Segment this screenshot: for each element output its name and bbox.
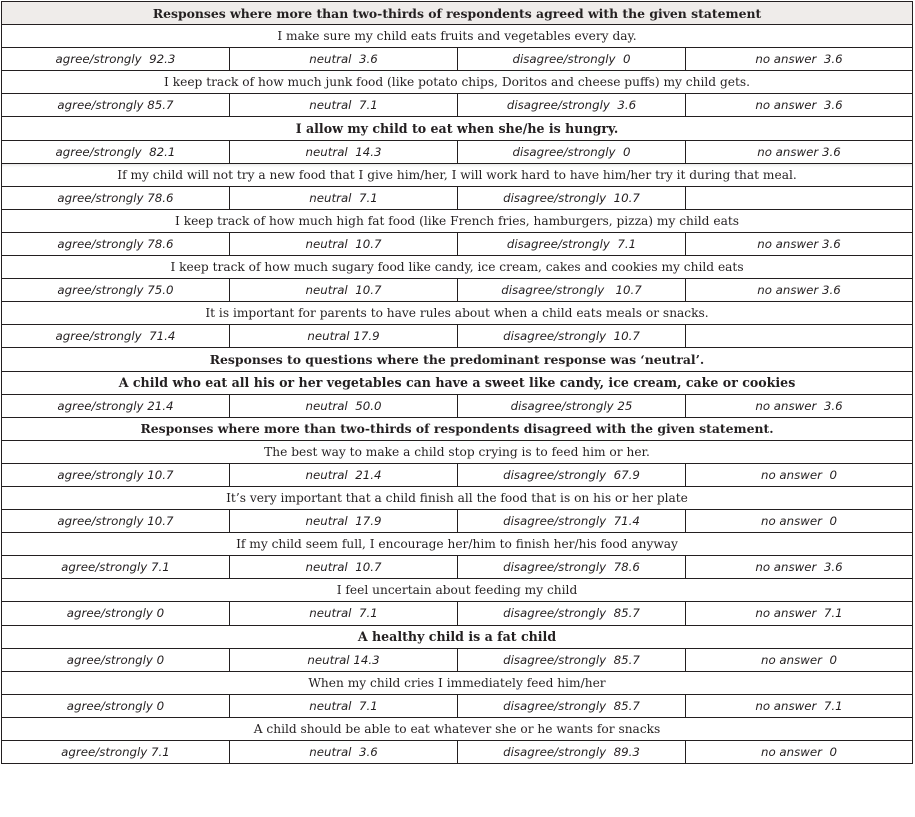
statement-row bbox=[2, 371, 913, 394]
response-values-row bbox=[2, 279, 913, 302]
neutral-value-cell: neutral 10.7 bbox=[230, 279, 458, 302]
disagree-value-cell: disagree/strongly 10.7 bbox=[458, 186, 686, 209]
statement-row bbox=[2, 671, 913, 694]
statement-row bbox=[2, 256, 913, 279]
statement-row bbox=[2, 717, 913, 740]
disagree-value-cell: disagree/strongly 0 bbox=[458, 140, 686, 163]
response-values-row bbox=[2, 648, 913, 671]
agree-value-cell: agree/strongly 7.1 bbox=[2, 741, 230, 764]
neutral-value-cell: neutral 7.1 bbox=[230, 186, 458, 209]
disagree-value-cell: disagree/strongly 0 bbox=[458, 48, 686, 71]
response-values-row bbox=[2, 325, 913, 348]
no-answer-value-cell: no answer 3.6 bbox=[686, 48, 913, 71]
agree-value-cell: agree/strongly 78.6 bbox=[2, 232, 230, 255]
agree-value-cell: agree/strongly 92.3 bbox=[2, 48, 230, 71]
table-body bbox=[2, 2, 913, 764]
statement-row bbox=[2, 625, 913, 648]
section-header: Responses where more than two-thirds of respondents disagreed with the given statement. bbox=[2, 417, 913, 440]
section-header-row bbox=[2, 2, 913, 25]
no-answer-value-cell: no answer 3.6 bbox=[686, 232, 913, 255]
survey-responses-table bbox=[1, 1, 913, 764]
statement-text: I keep track of how much junk food (like potato chips, Doritos and cheese puffs) my child gets. bbox=[2, 71, 913, 94]
disagree-value-cell: disagree/strongly 3.6 bbox=[458, 94, 686, 117]
no-answer-value-cell: no answer 0 bbox=[686, 741, 913, 764]
response-values-row bbox=[2, 48, 913, 71]
disagree-value-cell: disagree/strongly 85.7 bbox=[458, 648, 686, 671]
no-answer-value-cell: no answer 0 bbox=[686, 463, 913, 486]
disagree-value-cell: disagree/strongly 67.9 bbox=[458, 463, 686, 486]
agree-value-cell: agree/strongly 85.7 bbox=[2, 94, 230, 117]
disagree-value-cell: disagree/strongly 78.6 bbox=[458, 556, 686, 579]
section-header-row bbox=[2, 348, 913, 371]
statement-text: When my child cries I immediately feed him/her bbox=[2, 671, 913, 694]
neutral-value-cell: neutral 3.6 bbox=[230, 741, 458, 764]
neutral-value-cell: neutral 17.9 bbox=[230, 510, 458, 533]
response-values-row bbox=[2, 741, 913, 764]
section-header: Responses to questions where the predominant response was ‘neutral’. bbox=[2, 348, 913, 371]
response-values-row bbox=[2, 94, 913, 117]
statement-text: If my child seem full, I encourage her/him to finish her/his food anyway bbox=[2, 533, 913, 556]
no-answer-value-cell: no answer 0 bbox=[686, 510, 913, 533]
statement-text: I keep track of how much sugary food like candy, ice cream, cakes and cookies my child eats bbox=[2, 256, 913, 279]
section-header: Responses where more than two-thirds of respondents agreed with the given statement bbox=[2, 2, 913, 25]
agree-value-cell: agree/strongly 71.4 bbox=[2, 325, 230, 348]
disagree-value-cell: disagree/strongly 85.7 bbox=[458, 602, 686, 625]
response-values-row bbox=[2, 186, 913, 209]
agree-value-cell: agree/strongly 0 bbox=[2, 602, 230, 625]
response-values-row bbox=[2, 556, 913, 579]
disagree-value-cell: disagree/strongly 7.1 bbox=[458, 232, 686, 255]
agree-value-cell: agree/strongly 10.7 bbox=[2, 463, 230, 486]
no-answer-value-cell: no answer 7.1 bbox=[686, 694, 913, 717]
neutral-value-cell: neutral 10.7 bbox=[230, 556, 458, 579]
disagree-value-cell: disagree/strongly 10.7 bbox=[458, 279, 686, 302]
statement-text: A healthy child is a fat child bbox=[2, 625, 913, 648]
neutral-value-cell: neutral 10.7 bbox=[230, 232, 458, 255]
neutral-value-cell: neutral 17.9 bbox=[230, 325, 458, 348]
no-answer-value-cell: no answer 3.6 bbox=[686, 94, 913, 117]
neutral-value-cell: neutral 7.1 bbox=[230, 694, 458, 717]
disagree-value-cell: disagree/strongly 85.7 bbox=[458, 694, 686, 717]
response-values-row bbox=[2, 602, 913, 625]
neutral-value-cell: neutral 7.1 bbox=[230, 602, 458, 625]
statement-row bbox=[2, 163, 913, 186]
neutral-value-cell: neutral 7.1 bbox=[230, 94, 458, 117]
neutral-value-cell: neutral 14.3 bbox=[230, 648, 458, 671]
response-values-row bbox=[2, 232, 913, 255]
response-values-row bbox=[2, 140, 913, 163]
neutral-value-cell: neutral 14.3 bbox=[230, 140, 458, 163]
no-answer-value-cell: no answer 0 bbox=[686, 648, 913, 671]
agree-value-cell: agree/strongly 82.1 bbox=[2, 140, 230, 163]
statement-row bbox=[2, 533, 913, 556]
section-header-row bbox=[2, 417, 913, 440]
response-values-row bbox=[2, 694, 913, 717]
response-values-row bbox=[2, 463, 913, 486]
agree-value-cell: agree/strongly 21.4 bbox=[2, 394, 230, 417]
disagree-value-cell: disagree/strongly 71.4 bbox=[458, 510, 686, 533]
disagree-value-cell: disagree/strongly 89.3 bbox=[458, 741, 686, 764]
statement-text: The best way to make a child stop crying is to feed him or her. bbox=[2, 440, 913, 463]
agree-value-cell: agree/strongly 10.7 bbox=[2, 510, 230, 533]
response-values-row bbox=[2, 510, 913, 533]
statement-row bbox=[2, 71, 913, 94]
no-answer-value-cell: no answer 3.6 bbox=[686, 556, 913, 579]
statement-text: I allow my child to eat when she/he is hungry. bbox=[2, 117, 913, 140]
statement-row bbox=[2, 209, 913, 232]
statement-row bbox=[2, 440, 913, 463]
statement-row bbox=[2, 486, 913, 509]
statement-row bbox=[2, 579, 913, 602]
disagree-value-cell: disagree/strongly 25 bbox=[458, 394, 686, 417]
agree-value-cell: agree/strongly 75.0 bbox=[2, 279, 230, 302]
agree-value-cell: agree/strongly 78.6 bbox=[2, 186, 230, 209]
statement-row bbox=[2, 25, 913, 48]
response-values-row bbox=[2, 394, 913, 417]
statement-row bbox=[2, 302, 913, 325]
agree-value-cell: agree/strongly 7.1 bbox=[2, 556, 230, 579]
agree-value-cell: agree/strongly 0 bbox=[2, 648, 230, 671]
statement-row bbox=[2, 117, 913, 140]
statement-text: I make sure my child eats fruits and vegetables every day. bbox=[2, 25, 913, 48]
agree-value-cell: agree/strongly 0 bbox=[2, 694, 230, 717]
no-answer-value-cell: no answer 7.1 bbox=[686, 602, 913, 625]
statement-text: It’s very important that a child finish all the food that is on his or her plate bbox=[2, 486, 913, 509]
neutral-value-cell: neutral 3.6 bbox=[230, 48, 458, 71]
no-answer-value-cell: no answer 3.6 bbox=[686, 279, 913, 302]
statement-text: I keep track of how much high fat food (like French fries, hamburgers, pizza) my child eats bbox=[2, 209, 913, 232]
statement-text: I feel uncertain about feeding my child bbox=[2, 579, 913, 602]
statement-text: It is important for parents to have rules about when a child eats meals or snacks. bbox=[2, 302, 913, 325]
no-answer-value-cell: no answer 3.6 bbox=[686, 140, 913, 163]
no-answer-value-cell: no answer 3.6 bbox=[686, 394, 913, 417]
statement-text: If my child will not try a new food that I give him/her, I will work hard to have him/her try it during that meal. bbox=[2, 163, 913, 186]
neutral-value-cell: neutral 21.4 bbox=[230, 463, 458, 486]
statement-text: A child should be able to eat whatever she or he wants for snacks bbox=[2, 717, 913, 740]
statement-text: A child who eat all his or her vegetables can have a sweet like candy, ice cream, cake or cookies bbox=[2, 371, 913, 394]
disagree-value-cell: disagree/strongly 10.7 bbox=[458, 325, 686, 348]
neutral-value-cell: neutral 50.0 bbox=[230, 394, 458, 417]
no-answer-value-cell bbox=[686, 186, 913, 209]
no-answer-value-cell bbox=[686, 325, 913, 348]
